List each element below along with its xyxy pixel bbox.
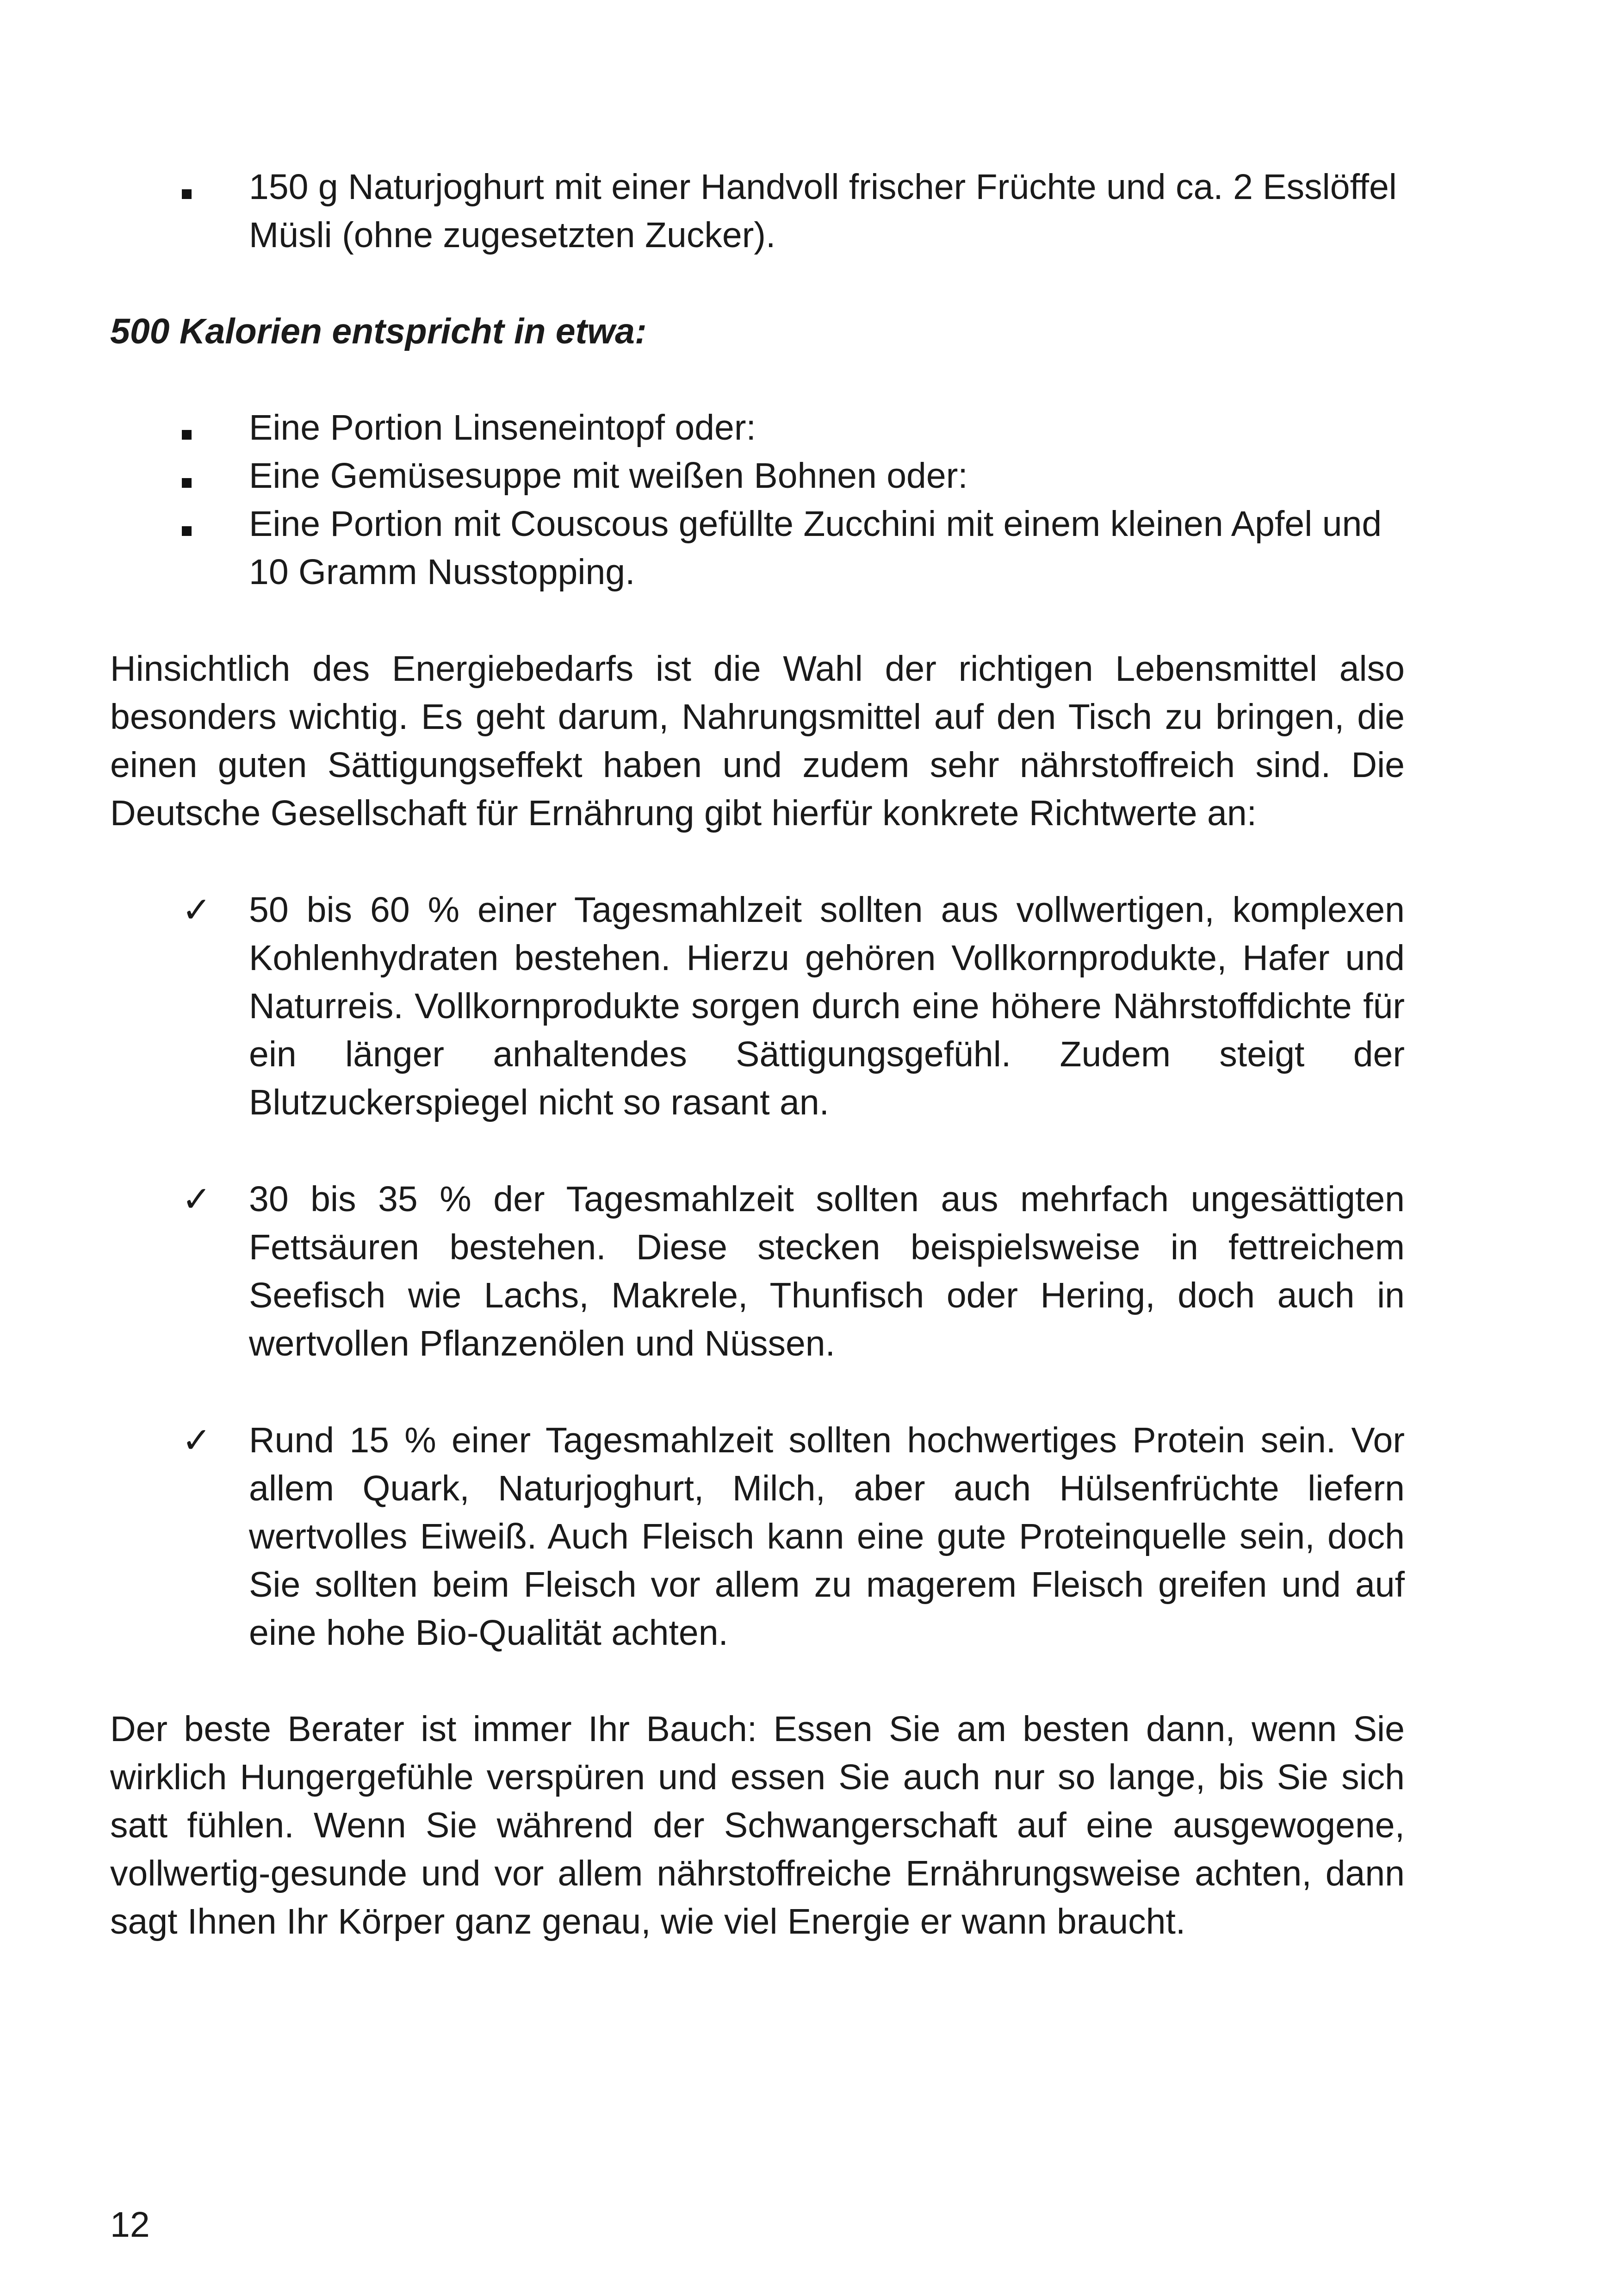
checkmark-icon: ✓ — [182, 889, 211, 930]
list-item-text: Eine Gemüsesuppe mit weißen Bohnen oder: — [249, 456, 968, 496]
square-bullet-icon — [182, 452, 219, 500]
page-content — [110, 163, 1405, 1946]
list-item-text: Eine Portion mit Couscous gefüllte Zucchini mit einem kleinen Apfel und 10 Gramm Nusstopping. — [249, 504, 1382, 592]
check-list — [110, 1175, 1405, 1368]
list-item — [110, 452, 1405, 500]
check-list-item — [110, 1175, 1405, 1368]
list-item-text: 150 g Naturjoghurt mit einer Handvoll frischer Früchte und ca. 2 Esslöffel Müsli (ohne zugesetzten Zucker). — [249, 167, 1397, 255]
paragraph-advice: Der beste Berater ist immer Ihr Bauch: Essen Sie am besten dann, wenn Sie wirklich Hungergefühle verspüren und essen Sie auch nur so lange, bis Sie sich satt fühlen. Wenn Sie während der Schwangerschaft auf eine ausgewogene, vollwertig-gesunde und vor allem nährstoffreiche Ernährungsweise achten, dann sagt Ihnen Ihr Körper ganz genau, wie viel Energie er wann braucht. — [110, 1709, 1405, 1941]
list-item-text: Eine Portion Linseneintopf oder: — [249, 408, 756, 448]
checkmark-icon: ✓ — [182, 1419, 211, 1461]
check-list-item — [110, 886, 1405, 1126]
check-list-item — [110, 1416, 1405, 1657]
square-bullet-icon — [182, 404, 219, 452]
check-item-text: 50 bis 60 % einer Tagesmahlzeit sollten aus vollwertigen, komplexen Kohlenhydraten bestehen. Hierzu gehören Vollkornprodukte, Hafer und Naturreis. Vollkornprodukte sorgen durch eine höhere Nährstoffdichte für ein länger anhaltendes Sättigungsgefühl. Zudem steigt der Blutzuckerspiegel nicht so rasant an. — [249, 890, 1405, 1122]
section-heading: 500 Kalorien entspricht in etwa: — [110, 311, 647, 351]
list-item — [110, 500, 1405, 596]
square-bullet-icon — [182, 500, 219, 548]
intro-bullet-list — [110, 163, 1405, 259]
square-bullet-icon — [182, 163, 219, 211]
check-item-text: Rund 15 % einer Tagesmahlzeit sollten hochwertiges Protein sein. Vor allem Quark, Naturjoghurt, Milch, aber auch Hülsenfrüchte liefern wertvolles Eiweiß. Auch Fleisch kann eine gute Proteinquelle sein, doch Sie sollten beim Fleisch vor allem zu magerem Fleisch greifen und auf eine hohe Bio-Qualität achten. — [249, 1420, 1405, 1653]
checkmark-icon: ✓ — [182, 1178, 211, 1220]
paragraph-energy: Hinsichtlich des Energiebedarfs ist die Wahl der richtigen Lebensmittel also besonders wichtig. Es geht darum, Nahrungsmittel auf den Tisch zu bringen, die einen guten Sättigungseffekt haben und zudem sehr nährstoffreich sind. Die Deutsche Gesellschaft für Ernährung gibt hierfür konkrete Richtwerte an: — [110, 649, 1405, 833]
page-number: 12 — [110, 2205, 150, 2245]
check-item-text: 30 bis 35 % der Tagesmahlzeit sollten aus mehrfach ungesättigten Fettsäuren bestehen. Diese stecken beispielsweise in fettreichem Seefisch wie Lachs, Makrele, Thunfisch oder Hering, doch auch in wertvollen Pflanzenölen und Nüssen. — [249, 1179, 1405, 1363]
calorie-bullet-list — [110, 404, 1405, 596]
list-item — [110, 163, 1405, 259]
check-list — [110, 886, 1405, 1126]
list-item — [110, 404, 1405, 452]
check-list — [110, 1416, 1405, 1657]
